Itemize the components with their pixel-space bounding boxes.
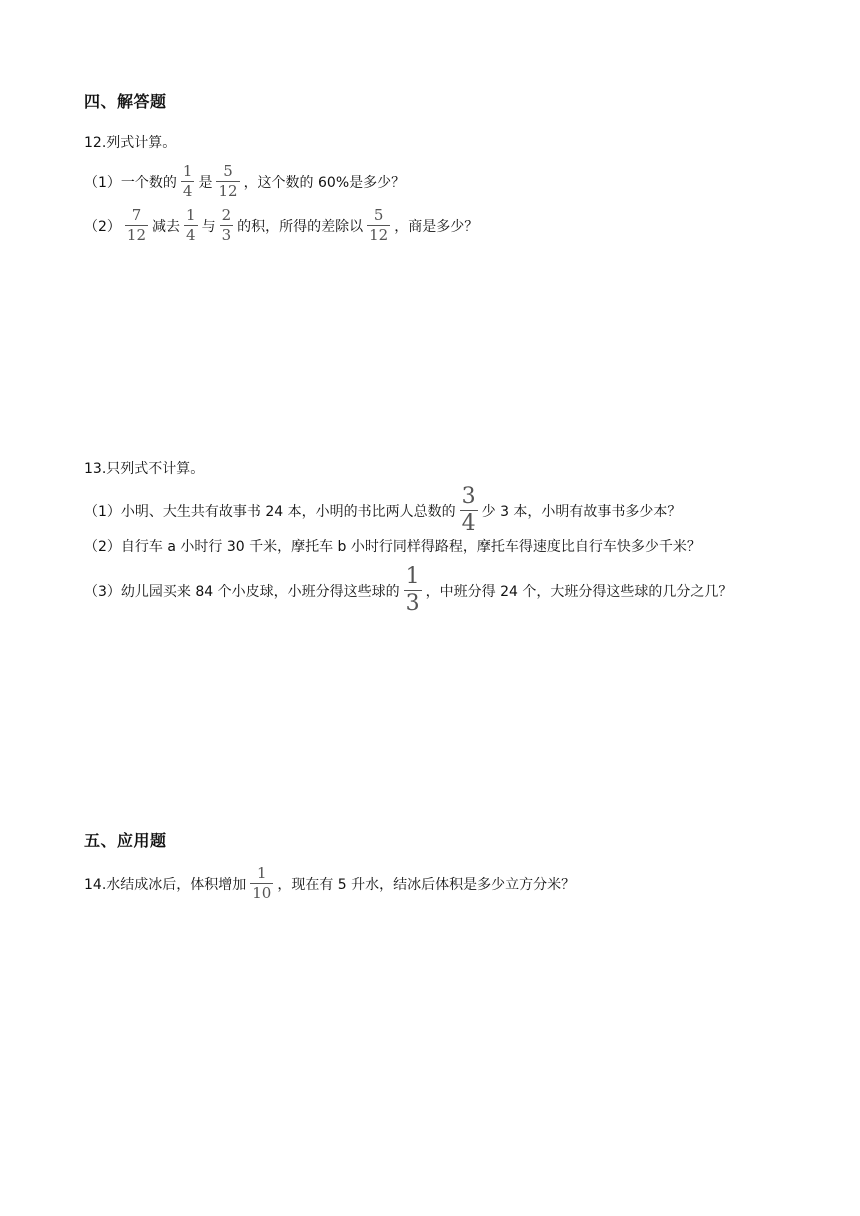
q12-p1-mid: 是 [198,174,213,191]
fraction-one-tenth [250,866,273,901]
question-12-part-2 [84,208,478,243]
numerator: 3 [461,484,476,509]
numerator: 7 [131,206,142,224]
denominator: 12 [369,226,389,244]
fraction-three-quarters [460,486,478,535]
numerator: 1 [186,206,196,224]
denominator: 4 [461,511,476,536]
denominator: 3 [405,591,420,616]
q14-prefix: 14.水结成冰后，体积增加 [84,876,247,893]
denominator: 4 [182,182,193,200]
numerator: 1 [182,162,193,180]
q12-p2-suffix: ，商是多少？ [394,218,479,235]
q12-p1-suffix: ，这个数的 60%是多少？ [243,174,406,191]
numerator: 5 [373,206,384,224]
question-13-part-1 [84,486,681,535]
numerator: 1 [257,864,267,882]
q12-p2-text-b: 与 [201,218,216,235]
numerator: 5 [223,162,233,180]
fraction-seven-twelfths [125,208,148,243]
q13-p1-suffix: 少 3 本，小明有故事书多少本？ [481,503,682,520]
question-13-part-3 [84,566,732,615]
fraction-one-quarter [181,164,195,199]
denominator: 4 [186,226,196,244]
q13-p1-prefix: （1）小明、大生共有故事书 24 本，小明的书比两人总数的 [84,503,456,520]
numerator: 1 [405,564,420,589]
q12-p1-prefix: （1）一个数的 [84,174,177,191]
section-title-answer-questions: 四、解答题 [84,92,167,111]
question-12-stem: 12.列式计算。 [84,135,177,151]
fraction-five-twelfths [216,164,239,199]
q12-p2-text-a: 减去 [152,218,181,235]
numerator: 2 [221,206,232,224]
fraction-five-twelfths [367,208,390,243]
section-title-application-questions: 五、应用题 [84,831,167,850]
q13-p3-suffix: ，中班分得 24 个，大班分得这些球的几分之几？ [425,583,733,600]
denominator: 12 [218,182,238,200]
denominator: 10 [252,884,272,902]
question-14 [84,866,575,901]
denominator: 3 [221,226,232,244]
question-12-part-1 [84,164,405,199]
q14-suffix: ，现在有 5 升水，结冰后体积是多少立方分米？ [277,876,576,893]
q12-p2-prefix: （2） [84,218,121,235]
denominator: 12 [126,226,147,244]
fraction-one-quarter [184,208,198,243]
q13-p3-prefix: （3）幼儿园买来 84 个小皮球，小班分得这些球的 [84,583,400,600]
question-13-stem: 13.只列式不计算。 [84,461,205,477]
fraction-two-thirds [220,208,234,243]
question-13-part-2: （2）自行车 a 小时行 30 千米，摩托车 b 小时行同样得路程，摩托车得速度比自行车快多少千米？ [84,539,701,555]
fraction-one-third [404,566,422,615]
q12-p2-text-c: 的积，所得的差除以 [237,218,364,235]
